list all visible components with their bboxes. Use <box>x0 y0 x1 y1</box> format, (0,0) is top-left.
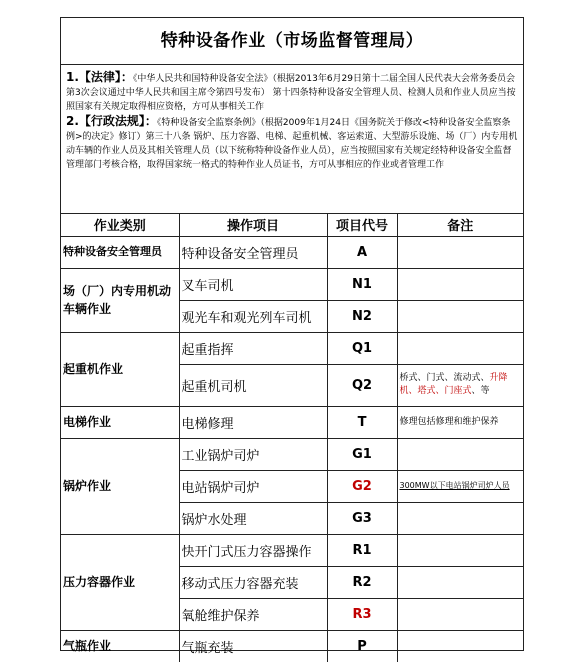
remarks-cell <box>397 438 523 470</box>
category-cell: 锅炉作业 <box>61 438 179 534</box>
operation-cell: 氧舱维护保养 <box>179 598 327 630</box>
table-row <box>61 332 523 364</box>
remarks-text: 300MW以下电站锅炉司炉人员 <box>399 481 510 490</box>
code-cell: Q1 <box>327 332 397 364</box>
table-row <box>61 406 523 438</box>
law-number-1: 1.【法律】： <box>66 70 133 84</box>
table-row <box>61 268 523 300</box>
operation-cell: 移动式压力容器充装 <box>179 566 327 598</box>
operation-cell: 气瓶充装 <box>179 630 327 662</box>
code-cell: N1 <box>327 268 397 300</box>
category-cell: 起重机作业 <box>61 332 179 406</box>
remarks-cell <box>397 598 523 630</box>
code-cell: G3 <box>327 502 397 534</box>
header-category: 作业类别 <box>61 214 179 236</box>
category-cell: 气瓶作业 <box>61 630 179 662</box>
table-row <box>61 630 523 662</box>
code-cell: R2 <box>327 566 397 598</box>
operation-cell: 电梯修理 <box>179 406 327 438</box>
table-row <box>61 438 523 470</box>
code-cell-highlight: G2 <box>327 470 397 502</box>
remarks-highlight-text: 升降机、塔式、门座式 <box>399 373 508 396</box>
operation-cell: 工业锅炉司炉 <box>179 438 327 470</box>
operations-table <box>61 214 523 662</box>
remarks-cell <box>397 566 523 598</box>
operation-cell: 叉车司机 <box>179 268 327 300</box>
remarks-cell <box>397 300 523 332</box>
operation-cell: 特种设备安全管理员 <box>179 236 327 268</box>
code-cell: T <box>327 406 397 438</box>
header-operation: 操作项目 <box>179 214 327 236</box>
code-cell: R1 <box>327 534 397 566</box>
remarks-cell <box>397 502 523 534</box>
code-cell: G1 <box>327 438 397 470</box>
remarks-cell <box>397 268 523 300</box>
remarks-cell <box>397 630 523 662</box>
law-text-1: 《中华人民共和国特种设备安全法》（根据2013年6月29日第十二届全国人民代表大会常务委员会第3次会议通过中华人民共和国主席令第四号发布） 第十四条特种设备安全管理人员、检测人员和作业人员应当按照国家有关规定取得相应资格，方可从事相关工作 <box>66 74 516 112</box>
law-text-2: 《特种设备安全监察条例》（根据2009年1月24日《国务院关于修改<特种设备安全监察条例>的决定》修订）第三十八条 锅炉、压力容器、电梯、起重机械、客运索道、大型游乐设施、场（厂）内专用机动车辆的作业人员及其相关管理人员（以下统称特种设备作业人员），应当按照国家有关规定经特种设备安全监督管理部门考核合格，取得国家统一格式的特种作业人员证书，方可从事相应的作业或者管理工作 <box>66 118 518 170</box>
legal-basis <box>61 65 523 214</box>
page-title: 特种设备作业（市场监督管理局） <box>61 18 523 65</box>
table-row <box>61 534 523 566</box>
header-code: 项目代号 <box>327 214 397 236</box>
operation-cell: 起重机司机 <box>179 364 327 406</box>
law-paragraph-1 <box>66 70 518 114</box>
operation-cell: 电站锅炉司炉 <box>179 470 327 502</box>
category-cell: 压力容器作业 <box>61 534 179 630</box>
table-row <box>61 236 523 268</box>
remarks-cell: 修理包括修理和维护保养 <box>397 406 523 438</box>
operation-cell: 快开门式压力容器操作 <box>179 534 327 566</box>
code-cell: P <box>327 630 397 662</box>
operation-cell: 起重指挥 <box>179 332 327 364</box>
remarks-cell <box>397 534 523 566</box>
header-remarks: 备注 <box>397 214 523 236</box>
category-cell: 特种设备安全管理员 <box>61 236 179 268</box>
code-cell: A <box>327 236 397 268</box>
remarks-cell <box>397 236 523 268</box>
operation-cell: 观光车和观光列车司机 <box>179 300 327 332</box>
category-cell: 电梯作业 <box>61 406 179 438</box>
remarks-cell <box>397 332 523 364</box>
law-number-2: 2.【行政法规】： <box>66 114 157 128</box>
law-paragraph-2 <box>66 114 518 172</box>
code-cell-highlight: R3 <box>327 598 397 630</box>
remarks-cell <box>397 470 523 502</box>
remarks-cell <box>397 364 523 406</box>
table-header-row <box>61 214 523 236</box>
operation-cell: 锅炉水处理 <box>179 502 327 534</box>
remarks-text: 桥式、门式、流动式、 <box>399 373 490 383</box>
code-cell: N2 <box>327 300 397 332</box>
document-sheet <box>60 17 524 656</box>
code-cell: Q2 <box>327 364 397 406</box>
remarks-text: 、等 <box>471 386 490 396</box>
category-cell: 场（厂）内专用机动车辆作业 <box>61 268 179 332</box>
